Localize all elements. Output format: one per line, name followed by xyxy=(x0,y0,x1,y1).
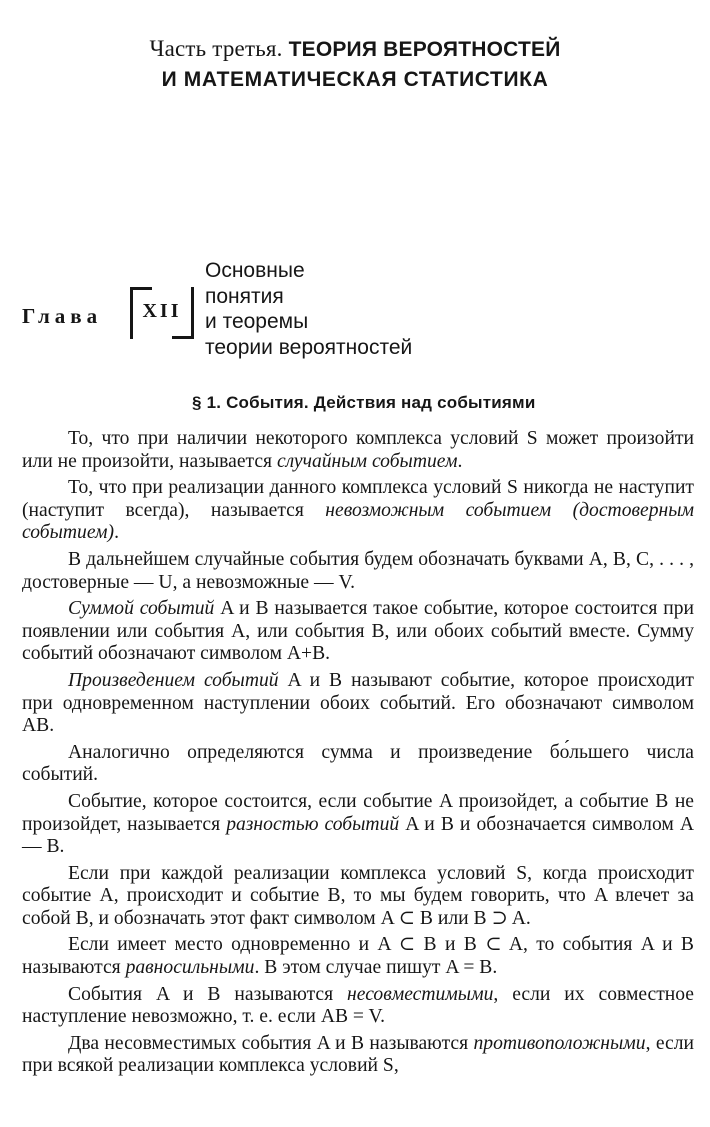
text-run: События A и B называются xyxy=(68,983,348,1005)
text-run: Аналогично определяются сумма и произведение бо́льшего числа событий. xyxy=(22,741,694,786)
part-title-line1: ТЕОРИЯ ВЕРОЯТНОСТЕЙ xyxy=(288,38,561,61)
italic-term: равносильными xyxy=(125,957,255,979)
text-run: A и B называется такое событие, которое состоится при появлении или события A, или события B, или обоих событий вместе. Сумму событий обозначают символом A+B. xyxy=(22,598,694,665)
text-run: Если при каждой реализации комплекса условий S, когда происходит событие A, происходит и событие B, то мы будем говорить, что A влечет за собой B, и обозначать этот факт символом A ⊂ B или B ⊃ A. xyxy=(22,862,694,929)
section-heading: § 1. События. Действия над событиями xyxy=(192,393,536,412)
paragraph xyxy=(22,1033,694,1078)
paragraph xyxy=(22,670,694,738)
chapter-title-line: теории вероятностей xyxy=(205,335,413,359)
paragraph xyxy=(22,791,694,859)
paragraph xyxy=(22,428,694,473)
part-title xyxy=(0,34,710,95)
paragraph xyxy=(22,742,694,787)
italic-term: разностью событий xyxy=(226,813,400,835)
text-run: , если их совместное наступление невозможно, т. е. если AB = V. xyxy=(22,983,695,1028)
text-run: То, что при наличии некоторого комплекса условий S может произойти или не произойти, называется xyxy=(22,428,694,472)
text-run: , если при всякой реализации комплекса условий S, xyxy=(22,1032,695,1077)
text-run: . В этом случае пишут A = B. xyxy=(254,957,498,979)
body-text xyxy=(22,428,694,1078)
part-prefix: Часть третья. xyxy=(149,36,283,61)
chapter-label: Глава xyxy=(22,304,103,328)
italic-term: случайным событием xyxy=(276,450,458,472)
paragraph xyxy=(22,598,694,666)
text-run: A и B называют событие, которое происходит при одновременном наступлении обоих событий. Его обозначают символом AB. xyxy=(22,669,694,737)
chapter-title-line: и теоремы xyxy=(205,310,309,333)
paragraph xyxy=(22,863,694,931)
chapter-title-line: понятия xyxy=(205,284,284,308)
paragraph xyxy=(22,984,694,1029)
text-run: Если имеет место одновременно и A ⊂ B и B ⊂ A, то события A и B называются xyxy=(22,934,694,979)
paragraph xyxy=(22,549,694,594)
paragraph xyxy=(22,477,694,545)
italic-term: Суммой событий xyxy=(68,598,215,620)
italic-term: невозможным событием (достоверным событием) xyxy=(22,499,694,544)
text-run: Два несовместимых события A и B называются xyxy=(68,1032,474,1054)
chapter-title-line: Основные xyxy=(205,259,305,282)
text-run: Событие, которое состоится, если событие A произойдет, а событие B не произойдет, называется xyxy=(22,790,694,835)
chapter-title xyxy=(205,258,412,360)
italic-term: несовместимыми xyxy=(347,983,494,1005)
text-run: . xyxy=(114,522,119,544)
chapter-number: XII xyxy=(142,300,182,322)
text-run: A и B и обозначается символом A — B. xyxy=(22,813,694,858)
italic-term: противоположными xyxy=(473,1032,646,1054)
text-run: . xyxy=(457,450,463,472)
text-run: То, что при реализации данного комплекса условий S никогда не наступит (наступит всегда), называется xyxy=(22,477,694,521)
italic-term: Произведением событий xyxy=(68,669,279,691)
paragraph xyxy=(22,934,694,979)
part-title-line2: И МАТЕМАТИЧЕСКАЯ СТАТИСТИКА xyxy=(161,68,549,91)
text-run: В дальнейшем случайные события будем обозначать буквами A, B, C, . . . , достоверные — U, а невозможные — V. xyxy=(22,548,694,593)
chapter-number-box xyxy=(130,287,194,339)
